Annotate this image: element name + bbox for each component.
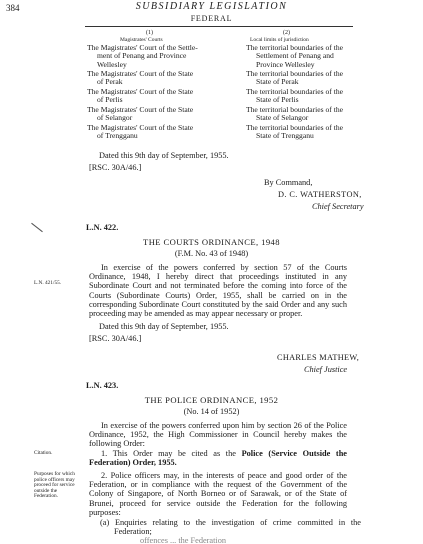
- table-cell-court: The Magistrates' Court of the State of Trengganu: [87, 123, 194, 141]
- reference: [RSC. 30A/46.]: [89, 334, 142, 343]
- table-cell-court: The Magistrates' Court of the State of Perak: [87, 69, 194, 87]
- order-title: Police (Service Outside the Federation) Order, 1955.: [89, 449, 347, 468]
- paragraph: [89, 449, 347, 467]
- running-head: SUBSIDIARY LEGISLATION: [135, 1, 288, 12]
- page-number: 384: [6, 3, 20, 13]
- table-cell-limits: The territorial boundaries of the State of Perlis: [246, 87, 343, 105]
- margin-note: L.N. 421/55.: [34, 280, 62, 286]
- ordinance-subtitle: (F.M. No. 43 of 1948): [174, 249, 249, 258]
- running-subhead: FEDERAL: [190, 14, 233, 23]
- list-item-partial: offences ... the Federation: [140, 536, 227, 544]
- signatory-name: D. C. WATHERSTON,: [278, 190, 362, 199]
- signatory-name: CHARLES MATHEW,: [277, 353, 360, 362]
- list-item: (a) Enquiries relating to the investigation of crime committed in the Federation;: [100, 518, 361, 537]
- table-cell-limits: The territorial boundaries of the State of Perak: [246, 69, 343, 87]
- dated-line: Dated this 9th day of September, 1955.: [99, 151, 229, 160]
- table-cell-limits: The territorial boundaries of the State of Trengganu: [246, 123, 343, 141]
- col1-number: (1): [146, 30, 153, 36]
- col1-heading: Magistrates' Courts: [120, 37, 163, 43]
- table-cell-limits: The territorial boundaries of the State of Selangor: [246, 105, 343, 123]
- margin-note: Purposes for which police officers may proceed for service outside the Federation.: [34, 471, 75, 500]
- table-cell-court: The Magistrates' Court of the State of Selangor: [87, 105, 194, 123]
- table-cell-limits: The territorial boundaries of the Settlement of Penang and Province Wellesley: [246, 43, 343, 69]
- by-command: By Command,: [264, 178, 313, 187]
- header-rule: [85, 26, 353, 27]
- ln-number: L.N. 423.: [86, 381, 119, 390]
- margin-mark: [31, 223, 43, 232]
- paragraph: In exercise of the powers conferred upon him by section 26 of the Police Ordinance, 1952, the High Commissioner in Council hereby makes the following Order:: [89, 421, 347, 449]
- para-text: 1. This Order may be cited as the: [101, 449, 242, 458]
- signatory-title: Chief Secretary: [312, 202, 364, 211]
- dated-line: Dated this 9th day of September, 1955.: [99, 322, 229, 331]
- ordinance-title: THE COURTS ORDINANCE, 1948: [143, 237, 280, 247]
- paragraph: 2. Police officers may, in the interests of peace and good order of the Federation, or in compliance with the request of the Government of the Colony of Singapore, of North Borneo or of Sarawak, or of the State of Brunei, proceed for service outside the Federation for the following purposes:: [89, 471, 347, 517]
- table-cell-court: The Magistrates' Court of the Settle- ment of Penang and Province Wellesley: [87, 43, 198, 69]
- ordinance-title: THE POLICE ORDINANCE, 1952: [144, 395, 279, 405]
- paragraph: In exercise of the powers conferred by section 57 of the Courts Ordinance, 1948, I hereby direct that proceedings instituted in any Subordinate Court and not terminated before the coming into force of the Courts (Subordinate Courts) Order, 1955, shall be carried on in the corresponding Subordinate Court constituted by the said Order and any such proceeding may be amended as may appear necessary or proper.: [89, 263, 347, 319]
- table-cell-court: The Magistrates' Court of the State of Perlis: [87, 87, 194, 105]
- ordinance-subtitle: (No. 14 of 1952): [183, 407, 240, 416]
- ln-number: L.N. 422.: [86, 223, 119, 232]
- margin-note: Citation.: [34, 450, 53, 456]
- signatory-title: Chief Justice: [304, 365, 348, 374]
- col2-heading: Local limits of jurisdiction: [250, 37, 309, 43]
- col2-number: (2): [283, 30, 290, 36]
- reference: [RSC. 30A/46.]: [89, 163, 142, 172]
